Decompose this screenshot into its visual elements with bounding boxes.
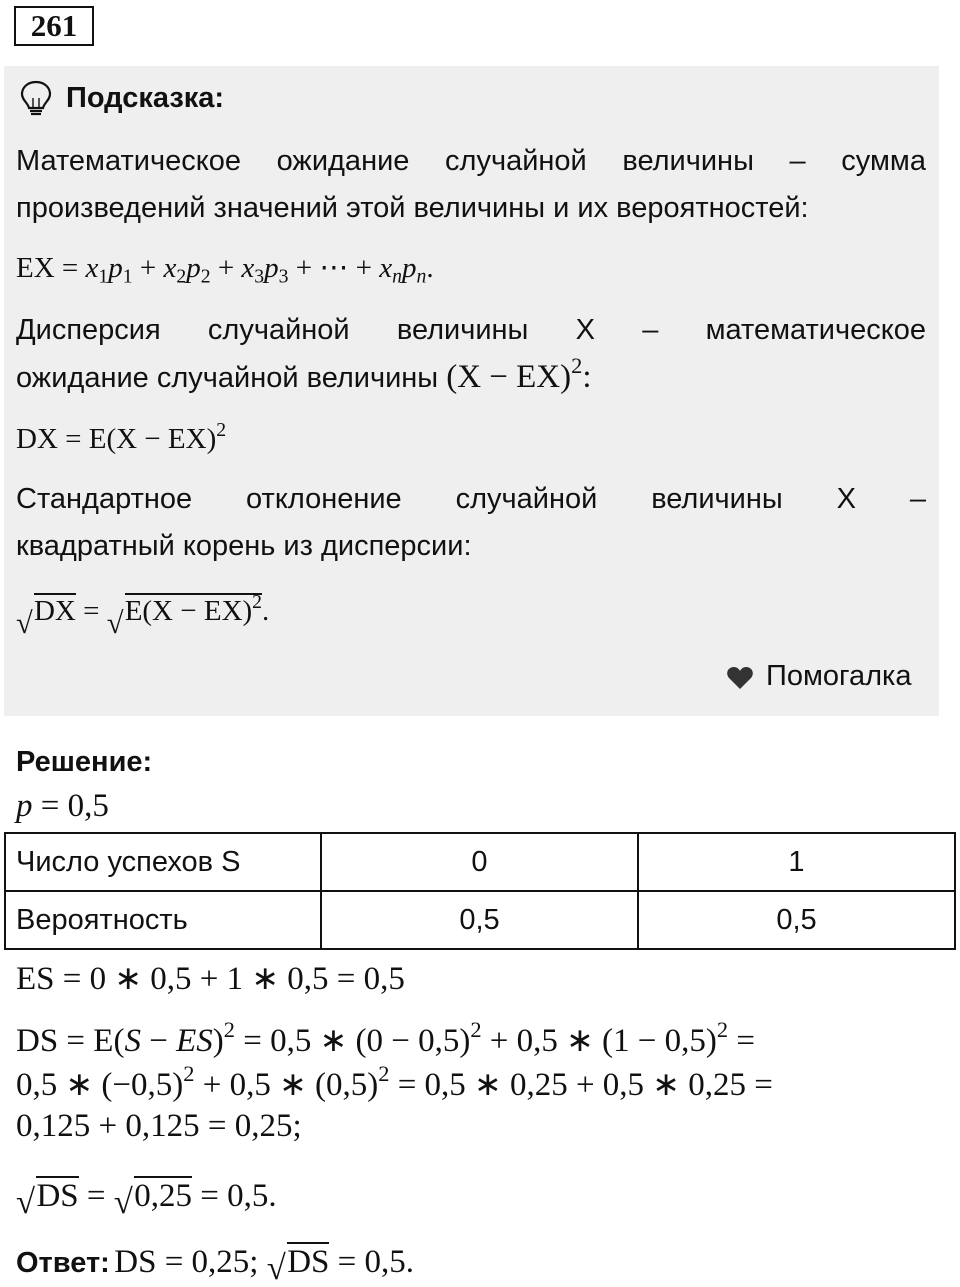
table-cell: 1 [638,833,955,891]
table-cell: 0,5 [321,891,638,949]
solution-heading: Решение: [16,746,153,778]
problem-number: 261 [14,6,94,46]
heart-icon [726,666,754,690]
hint-line: квадратный корень из дисперсии: [16,530,472,562]
hint-line: Дисперсия случайной величины X – математическое [16,314,926,346]
table-cell: 0 [321,833,638,891]
answer-line: Ответ: DS = 0,25; √ DS = 0,5. [16,1244,414,1287]
hint-title: Подсказка: [66,82,225,114]
variance-formula: DX = E(X − EX)$^2$ [16,418,227,455]
expectation-formula: EX = $x_1p_1 + x_2p_2 + x_3p_3$ + ⋯ + $x_np_n$. [16,252,434,288]
lightbulb-icon [19,80,53,116]
hint-box [4,66,939,716]
hint-line: произведений значений этой величины и их вероятностей: [16,192,809,224]
table-cell: Число успехов S [5,833,321,891]
hint-line: Стандартное отклонение случайной величины X – [16,483,926,515]
ds-formula-line3: 0,125 + 0,125 = 0,25; [16,1108,302,1144]
es-formula: ES = 0 ∗ 0,5 + 1 ∗ 0,5 = 0,5 [16,961,405,997]
answer-label: Ответ: [16,1247,110,1279]
hint-line: Математическое ожидание случайной величины – сумма [16,145,926,177]
std-formula: √ DX = √ E(X − EX)$^2$. [16,590,270,641]
table-row [5,833,955,891]
table-cell: 0,5 [638,891,955,949]
distribution-table [4,832,956,950]
given-p: p = 0,5 [16,788,109,824]
table-row [5,891,955,949]
brand-label: Помогалка [766,660,912,692]
ds-formula-line2: 0,5 ∗ $(-0,5)^2 + 0,5$ ∗ $(0,5)^2 = 0,5$ ∗ 0,25 + 0,5 ∗ 0,25 = [16,1061,773,1103]
sqrt-ds-formula: √ DS = √ 0,25 = 0,5. [16,1178,277,1221]
table-cell: Вероятность [5,891,321,949]
hint-line: ожидание случайной величины (X − EX)$^2$: [16,353,592,395]
ds-formula-line1: DS = E(S − ES)$^2$ = 0,5 ∗ $(0 - 0,5)^2 + 0,5$ ∗ $(1 - 0,5)^2$ = [16,1017,755,1059]
